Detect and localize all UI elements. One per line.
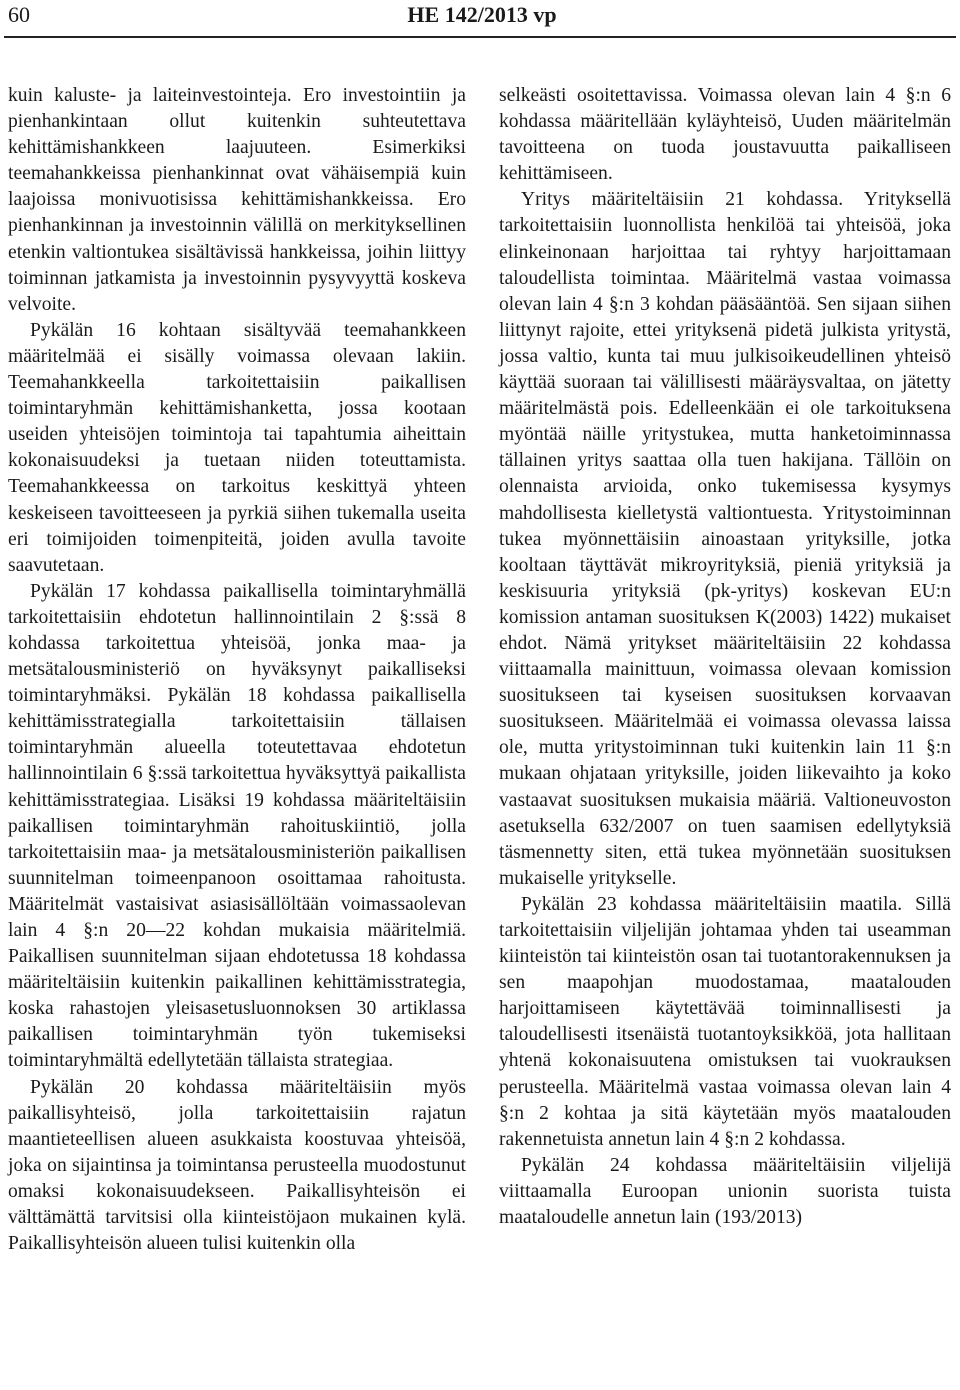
paragraph: Pykälän 16 kohtaan sisältyvää teemahankkeen määritelmää ei sisälly voimassa olevaan lakiin. Teemahankkeella tarkoitettaisiin paikallisen toimintaryhmän kehittämishanketta, jossa kootaan useiden yhteisöjen toimintoja tai tapahtumia aiheittain kokonaisuudeksi ja tuetaan niiden toteuttamista. Teemahankkeessa on tarkoitus keskittyä yhteen keskeiseen tavoitteeseen ja pyrkiä siihen tukemalla useita eri toimijoiden toimenpiteitä, joiden avulla tavoite saavutetaan. [8, 319, 466, 576]
right-column [499, 83, 951, 1231]
paragraph: kuin kaluste- ja laiteinvestointeja. Ero investointiin ja pienhankintaan ollut kuitenkin suhteutettava kehittämishankkeen laajuuteen. Esimerkiksi teemahankkeissa pienhankinnat ovat vähäisempiä kuin laajoissa monivuotisissa kehittämishankkeissa. Ero pienhankinnan ja investoinnin välillä on merkityksellinen etenkin valtiontukea sisältävissä hankkeissa, joihin liittyy toiminnan jatkamista ja investoinnin pysyvyyttä koskeva velvoite. [8, 85, 466, 315]
header-rule [4, 36, 956, 38]
paragraph: Pykälän 23 kohdassa määriteltäisiin maatila. Sillä tarkoitettaisiin viljelijän johtamaa yhden tai useamman kiinteistön tai kiinteistön osan tai tuotantorakennuksen ja sen maapohjan muodostamaa, maatalouden harjoittamiseen käytettävää toiminnallisesti ja taloudellisesti itsenäistä tuotantoyksikköä, jota hallitaan yhtenä kokonaisuutena omistuksen tai vuokrauksen perusteella. Määritelmä vastaa voimassa olevan lain 4 §:n 2 kohtaa ja sitä käytetään myös maatalouden rakennetuista annetun lain 4 §:n 2 kohdassa. [499, 893, 951, 1150]
paragraph: Pykälän 20 kohdassa määriteltäisiin myös paikallisyhteisö, jolla tarkoitettaisiin rajatun maantieteellisen alueen asukkaista koostuvaa yhteisöä, joka on sijaintinsa ja toimintansa perusteella muodostunut omaksi kokonaisuudekseen. Paikallisyhteisön ei välttämättä tarvitsisi olla kiinteistöjaon mukainen kylä. Paikallisyhteisön alueen tulisi kuitenkin olla [8, 1076, 466, 1255]
page-header [0, 0, 960, 36]
paragraph: Pykälän 17 kohdassa paikallisella toimintaryhmällä tarkoitettaisiin ehdotetun hallinnointilain 2 §:ssä 8 kohdassa tarkoitettua yhteisöä, jonka maa- ja metsätalousministeriö on hyväksynyt paikalliseksi toimintaryhmäksi. Pykälän 18 kohdassa paikallisella kehittämisstrategialla tarkoitettaisiin tällaisen toimintaryhmän alueella toteutettavaa ehdotetun hallinnointilain 6 §:ssä tarkoitettua hyväksyttyä paikallista kehittämisstrategiaa. Lisäksi 19 kohdassa määriteltäisiin paikallisen toimintaryhmän rahoituskiintiö, jolla tarkoitettaisiin maa- ja metsätalousministeriön paikallisen suunnitelman toimeenpanoon osoittamaa rahoitusta. Määritelmät vastaisivat asiasisällöltään voimassaolevan lain 4 §:n 20—22 kohdan mukaisia määritelmiä. Paikallisen suunnitelman sijaan ehdotetussa 18 kohdassa määriteltäisiin kuitenkin paikallinen kehittämisstrategia, koska rahastojen yleisasetusluonnoksen 30 artiklassa paikallisen toimintaryhmän työn tukemiseksi toimintaryhmältä edellytetään tällaista strategiaa. [8, 580, 466, 1072]
left-column [8, 83, 466, 1257]
paragraph: selkeästi osoitettavissa. Voimassa olevan lain 4 §:n 6 kohdassa määritellään kyläyhteisö, Uuden määritelmän tavoitteena on tuoda joustavuutta paikalliseen kehittämiseen. [499, 85, 951, 185]
page-number: 60 [8, 2, 30, 27]
paragraph: Pykälän 24 kohdassa määriteltäisiin viljelijä viittaamalla Euroopan unionin suorista tuista maataloudelle annetun lain (193/2013) [499, 1154, 951, 1229]
paragraph: Yritys määriteltäisiin 21 kohdassa. Yrityksellä tarkoitettaisiin luonnollista henkilöä tai yhteisöä, joka elinkeinonaan harjoittaa tai ryhtyy harjoittamaan taloudellista toimintaa. Määritelmä vastaa voimassa olevan lain 4 §:n 3 kohdan pääsääntöä. Sen sijaan siihen liittynyt rajoite, ettei yrityksenä pidetä julkista yritystä, jossa valtio, kunta tai muu julkisoikeudellinen yhteisö käyttää suoraan tai välillisesti määräysvaltaa, on jätetty määritelmästä pois. Edelleenkään ei ole tarkoituksena myöntää näille yritystukea, mutta hanketoiminnassa tällainen yritys saattaa olla tuen hakijana. Tällöin on olennaista arvioida, onko tukemisessa kysymys mahdollisesta kielletystä valtiontuesta. Yritystoiminnan tukea myönnettäisiin ainoastaan yrityksille, jotka kooltaan täyttävät mikroyrityksiä, pieniä yrityksiä ja keskisuuria yrityksiä (pk-yritys) koskevan EU:n komission antaman suosituksen K(2003) 1422) mukaiset ehdot. Nämä yritykset määriteltäisiin 22 kohdassa viittaamalla mainittuun, voimassa olevaan komission suositukseen tai kyseisen suosituksen korvaavan suositukseen. Määritelmää ei voimassa olevassa laissa ole, mutta yritystoiminnan tuki kuitenkin lain 11 §:n mukaan ohjataan yrityksille, joiden liikevaihto ja koko vastaavat suosituksen mukaisia määriä. Valtioneuvoston asetuksella 632/2007 on tuen saamisen edellytyksiä täsmennetty siten, että tukea myönnetään suosituksen mukaiselle yritykselle. [499, 189, 951, 889]
document-id: HE 142/2013 vp [407, 2, 557, 27]
